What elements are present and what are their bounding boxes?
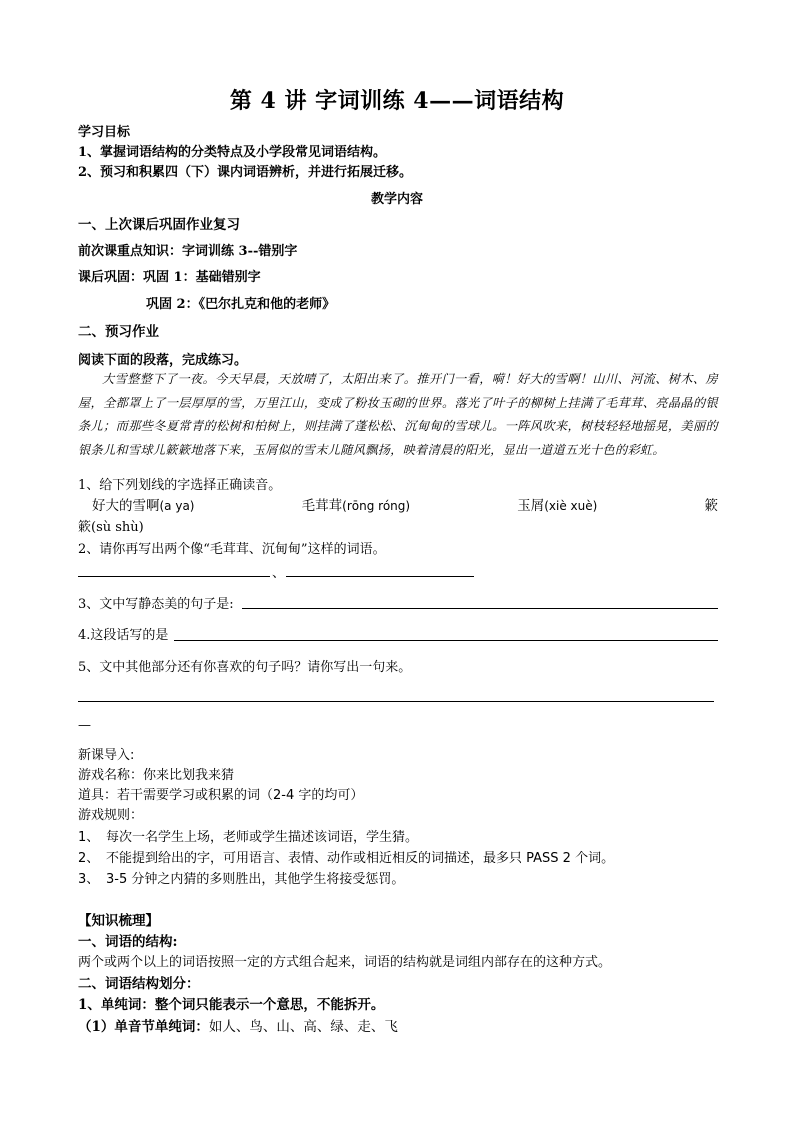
- answer-line-q4[interactable]: [174, 640, 718, 641]
- rules-heading: 游戏规则：: [78, 808, 144, 823]
- pinyin-item-4: 簌: [704, 498, 718, 514]
- answer-line-q3[interactable]: [242, 608, 718, 609]
- page-title: 第 4 讲 字词训练 4——词语结构: [229, 88, 565, 114]
- answer-line-q5[interactable]: [78, 701, 714, 702]
- structure-heading: 一、词语的结构:: [78, 934, 178, 950]
- dash-mark: —: [78, 718, 91, 733]
- game-props: 道具：若干需要学习或积累的词（2-4 字的均可）: [78, 788, 364, 803]
- monosyllabic-line: （1）单音节单纯词：如人、鸟、山、高、绿、走、飞: [78, 1019, 398, 1035]
- pinyin-item-1: 好大的雪啊(a ya): [92, 498, 195, 514]
- rule-2: 2、 不能提到给出的字，可用语言、表情、动作或相近相反的词描述，最多只 PASS 2 个词。: [78, 851, 615, 866]
- division-heading: 二、词语结构划分：: [78, 976, 200, 992]
- content-heading: 教学内容: [370, 192, 423, 207]
- pinyin-item-3: 玉屑(xiè xuè): [517, 498, 598, 514]
- answer-line-q2a[interactable]: [78, 576, 270, 577]
- pinyin-item-2: 毛茸茸(rōng róng): [301, 498, 411, 514]
- question-1: 1、给下列划线的字选择正确读音。: [78, 478, 282, 493]
- goals-heading: 学习目标: [78, 125, 131, 140]
- structure-definition: 两个或两个以上的词语按照一定的方式组合起来，词语的结构就是词组内部存在的这种方式。: [78, 955, 612, 970]
- preview-instruction: 阅读下面的段落，完成练习。: [78, 353, 248, 368]
- consolidate-2: 巩固 2：《巴尔扎克和他的老师》: [146, 297, 336, 312]
- preview-heading: 二、预习作业: [78, 324, 159, 340]
- goal-item-2: 2、预习和积累四（下）课内词语辨析，并进行拓展迁移。: [78, 165, 413, 180]
- goal-item-1: 1、掌握词语结构的分类特点及小学段常见词语结构。: [78, 145, 387, 160]
- question-5: 5、文中其他部分还有你喜欢的句子吗？请你写出一句来。: [78, 660, 412, 675]
- game-name: 游戏名称：你来比划我来猜: [78, 768, 235, 783]
- review-heading: 一、上次课后巩固作业复习: [78, 217, 240, 233]
- reading-passage: 大雪整整下了一夜。今天早晨，天放晴了，太阳出来了。推开门一看，嗬！好大的雪啊！山川、河流、树木、房屋，全都罩上了一层厚厚的雪，万里江山，变成了粉妆玉砌的世界。落光了叶子的柳树上挂满了毛茸茸、亮晶晶的银条儿；而那些冬夏常青的松树和柏树上，则挂满了蓬松松、沉甸甸的雪球儿。一阵风吹来，树枝轻轻地摇晃，美丽的银条儿和雪球儿簌簌地落下来，玉屑似的雪末儿随风飘扬，映着清晨的阳光，显出一道道五光十色的彩虹。: [78, 372, 718, 457]
- consolidate-1: 课后巩固：巩固 1：基础错别字: [78, 270, 261, 285]
- question-3: 3、文中写静态美的句子是:: [78, 597, 234, 612]
- rule-1: 1、 每次一名学生上场，老师或学生描述该词语，学生猜。: [78, 830, 419, 845]
- question-2: 2、请你再写出两个像“毛茸茸、沉甸甸”这样的词语。: [78, 542, 386, 557]
- question-4: 4.这段话写的是: [78, 628, 169, 643]
- rule-3: 3、 3-5 分钟之内猜的多则胜出，其他学生将接受惩罚。: [78, 872, 405, 887]
- pinyin-options-row: [78, 494, 718, 514]
- prev-focus: 前次课重点知识：字词训练 3--错别字: [78, 244, 298, 259]
- intro-heading: 新课导入:: [78, 748, 135, 763]
- q2-separator: 、: [272, 566, 286, 581]
- pinyin-item-4-tail: 簌(sù shù): [78, 520, 144, 535]
- simple-word-heading: 1、单纯词：整个词只能表示一个意思，不能拆开。: [78, 997, 385, 1013]
- answer-line-q2b[interactable]: [286, 576, 474, 577]
- knowledge-heading: 【知识梳理】: [78, 913, 159, 929]
